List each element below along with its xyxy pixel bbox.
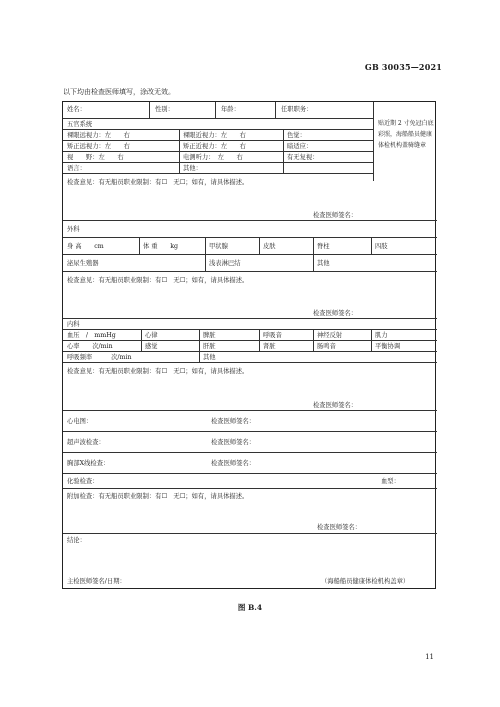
- balance-field[interactable]: 平衡协调: [375, 343, 401, 350]
- ultrasound-signature[interactable]: 检查医师签名：: [211, 439, 256, 446]
- reflex-field[interactable]: 神经反射: [317, 332, 343, 339]
- internal-title-row: [63, 319, 437, 330]
- liver-field[interactable]: 肝脏: [203, 343, 216, 350]
- surgery-title-row: [63, 221, 437, 238]
- thyroid-field[interactable]: 甲状腺: [209, 243, 228, 250]
- surgery-title: 外科: [67, 226, 80, 233]
- height-field[interactable]: 身 高 cm: [67, 243, 104, 250]
- ultrasound-row: [63, 432, 437, 453]
- limbs-field[interactable]: 四肢: [375, 243, 388, 250]
- naked-vision-field[interactable]: 裸眼远视力：左 右: [67, 132, 130, 139]
- xray-row: [63, 453, 437, 474]
- gender-field[interactable]: 性别：: [155, 106, 174, 113]
- standard-number: GB 30035—2021: [364, 62, 442, 72]
- internal-other-field[interactable]: 其他: [203, 354, 216, 361]
- corrected-near-field[interactable]: 矫正近视力：左 右: [183, 143, 246, 150]
- internal-row-2: [63, 341, 437, 352]
- corrected-far-field[interactable]: 矫正远视力：左 右: [67, 143, 130, 150]
- photo-note: 贴近期 2 寸免冠白底彩照，海船船员健康体检机构盖骑缝章: [378, 120, 434, 149]
- surgery-row-1: [63, 238, 437, 255]
- internal-opinion-row: [63, 363, 437, 411]
- resp-rate-field[interactable]: 呼吸频率 次/min: [67, 354, 132, 361]
- compound-vision-field[interactable]: 有无复视：: [287, 154, 319, 161]
- hearing-field[interactable]: 电测听力： 左 右: [183, 154, 243, 161]
- ultrasound-field[interactable]: 超声波检查：: [67, 439, 105, 446]
- naked-near-field[interactable]: 裸眼近视力：左 右: [183, 132, 246, 139]
- facial-other-field[interactable]: 其他：: [183, 165, 202, 172]
- bowel-field[interactable]: 肠鸣音: [317, 343, 336, 350]
- health-exam-form: [62, 101, 436, 589]
- lab-row: [63, 474, 437, 489]
- breath-sound-field[interactable]: 呼吸音: [263, 332, 282, 339]
- surgery-opinion-row: [63, 272, 437, 319]
- facial-title-row: [63, 119, 373, 130]
- blood-type-field[interactable]: 血型：: [381, 478, 400, 485]
- visual-field-field[interactable]: 视 野：左 右: [67, 154, 124, 161]
- xray-signature[interactable]: 检查医师签名：: [211, 460, 256, 467]
- surgery-signature[interactable]: 检查医师签名：: [313, 310, 358, 317]
- ecg-signature[interactable]: 检查医师签名：: [211, 418, 256, 425]
- facial-title: 五官系统: [67, 121, 93, 128]
- color-vision-field[interactable]: 色觉：: [287, 132, 306, 139]
- extra-opinion[interactable]: 附加检查：有无船员职业限制：有☐ 无☐；如有，请具体描述。: [67, 493, 249, 500]
- internal-signature[interactable]: 检查医师签名：: [313, 402, 358, 409]
- internal-row-3: [63, 352, 437, 363]
- extra-signature[interactable]: 检查医师签名：: [317, 524, 362, 531]
- intro-note: 以下均由检查医师填写，涂改无效。: [63, 88, 175, 96]
- name-field[interactable]: 姓名：: [67, 106, 86, 113]
- lymph-field[interactable]: 浅表淋巴结: [209, 260, 241, 267]
- skin-field[interactable]: 皮肤: [263, 243, 276, 250]
- rhythm-field[interactable]: 心律: [145, 332, 158, 339]
- age-field[interactable]: 年龄：: [221, 106, 240, 113]
- surgery-opinion[interactable]: 检查意见：有无船员职业限制：有☐ 无☐；如有，请具体描述。: [67, 277, 249, 284]
- speech-field[interactable]: 语言：: [67, 165, 86, 172]
- weight-field[interactable]: 体 重 kg: [143, 243, 179, 250]
- internal-row-1: [63, 330, 437, 341]
- surgery-row-2: [63, 255, 437, 272]
- position-field[interactable]: 任职职务：: [281, 106, 313, 113]
- internal-title: 内科: [67, 321, 80, 328]
- facial-row-1: [63, 130, 373, 141]
- ecg-row: [63, 411, 437, 432]
- chief-doctor-signature[interactable]: 主检医师签名/日期：: [67, 578, 126, 585]
- spleen-field[interactable]: 脾脏: [203, 332, 216, 339]
- facial-opinion[interactable]: 检查意见：有无船员职业限制：有☐ 无☐；如有，请具体描述。: [67, 179, 249, 186]
- bp-field[interactable]: 血压 / mmHg: [67, 332, 116, 339]
- facial-row-4: [63, 163, 373, 174]
- muscle-field[interactable]: 肌力: [375, 332, 388, 339]
- extra-opinion-row: [63, 489, 437, 534]
- urogenital-field[interactable]: 泌尿生殖器: [67, 260, 99, 267]
- page-number: 11: [425, 653, 434, 661]
- photo-box: [373, 102, 437, 181]
- sensation-field[interactable]: 感觉: [145, 343, 158, 350]
- facial-opinion-row: [63, 174, 437, 221]
- figure-caption: 图 B.4: [237, 603, 263, 612]
- conclusion-row: [63, 534, 437, 590]
- facial-row-3: [63, 152, 373, 163]
- facial-row-2: [63, 141, 373, 152]
- facial-signature[interactable]: 检查医师签名：: [313, 212, 358, 219]
- institution-stamp: （海船船员健康体检机构盖章）: [321, 578, 410, 585]
- surgery-other-field[interactable]: 其他: [317, 260, 330, 267]
- lab-field[interactable]: 化验检查：: [67, 478, 99, 485]
- dark-adapt-field[interactable]: 暗适应：: [287, 143, 313, 150]
- hr-field[interactable]: 心率 次/min: [67, 343, 113, 350]
- kidney-field[interactable]: 肾脏: [263, 343, 276, 350]
- ecg-field[interactable]: 心电图：: [67, 418, 93, 425]
- conclusion-label[interactable]: 结论：: [67, 537, 86, 544]
- spine-field[interactable]: 脊柱: [317, 243, 330, 250]
- xray-field[interactable]: 胸部X线检查：: [67, 460, 110, 467]
- basic-info-row: [63, 102, 373, 119]
- internal-opinion[interactable]: 检查意见：有无船员职业限制：有☐ 无☐；如有，请具体描述。: [67, 368, 249, 375]
